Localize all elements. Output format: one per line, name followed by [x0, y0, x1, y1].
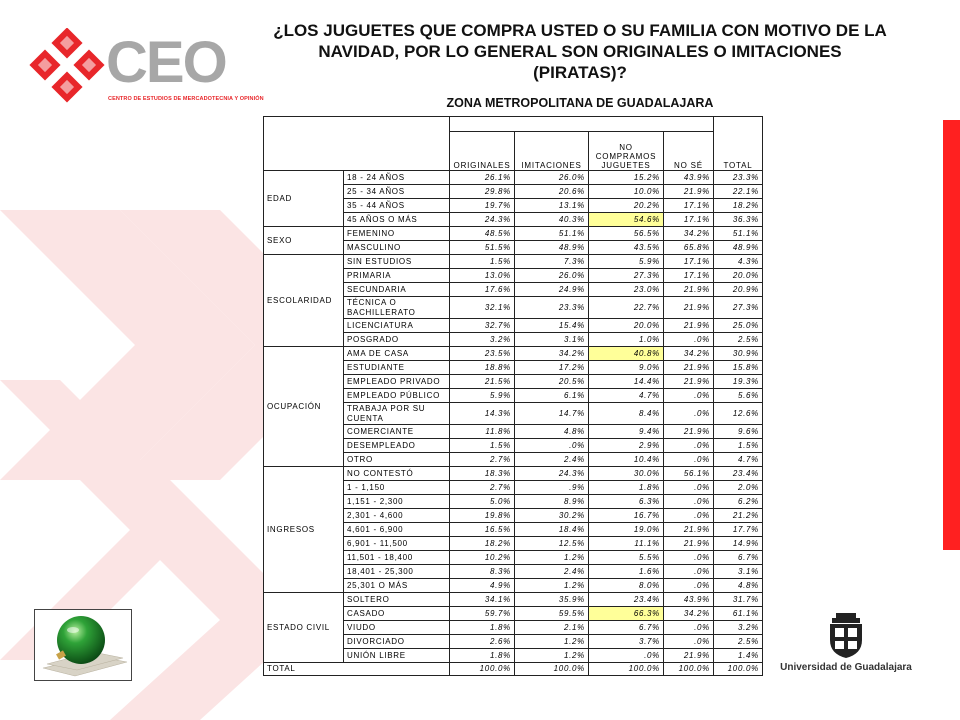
value-cell: 23.4% [714, 467, 763, 481]
row-label: NO CONTESTÓ [344, 467, 450, 481]
value-cell: 30.9% [714, 347, 763, 361]
value-cell: .0% [515, 439, 589, 453]
value-cell: 16.5% [450, 523, 515, 537]
value-cell: .0% [664, 495, 714, 509]
table-row [264, 467, 763, 481]
value-cell: 20.0% [589, 319, 664, 333]
value-cell: 13.0% [450, 269, 515, 283]
value-cell: 34.1% [450, 593, 515, 607]
value-cell: 2.7% [450, 481, 515, 495]
value-cell: 2.0% [714, 481, 763, 495]
value-cell: 48.9% [515, 241, 589, 255]
value-cell: 18.2% [714, 199, 763, 213]
value-cell: 3.2% [450, 333, 515, 347]
value-cell: 4.7% [589, 389, 664, 403]
table-row [264, 347, 763, 361]
ceo-logo-text: CEO [106, 30, 226, 95]
table-row [264, 227, 763, 241]
value-cell: 18.4% [515, 523, 589, 537]
value-cell: 51.5% [450, 241, 515, 255]
value-cell: 26.0% [515, 171, 589, 185]
value-cell: .0% [664, 551, 714, 565]
value-cell: .0% [664, 403, 714, 425]
value-cell: 23.3% [714, 171, 763, 185]
value-cell: 15.2% [589, 171, 664, 185]
value-cell: 14.9% [714, 537, 763, 551]
group-label: ESTADO CIVIL [264, 593, 344, 663]
header-total: TOTAL [714, 117, 763, 171]
ceo-diamond-icon [28, 28, 108, 112]
value-cell: 19.7% [450, 199, 515, 213]
value-cell: 12.6% [714, 403, 763, 425]
group-label: SEXO [264, 227, 344, 255]
value-cell: 2.1% [515, 621, 589, 635]
row-label: 2,301 - 4,600 [344, 509, 450, 523]
value-cell: 5.0% [450, 495, 515, 509]
value-cell: 16.7% [589, 509, 664, 523]
value-cell: 4.9% [450, 579, 515, 593]
value-cell: 10.0% [589, 185, 664, 199]
value-cell: 21.9% [664, 375, 714, 389]
row-label: 1 - 1,150 [344, 481, 450, 495]
value-cell: 1.8% [450, 621, 515, 635]
value-cell: 6.1% [515, 389, 589, 403]
value-cell: 59.5% [515, 607, 589, 621]
value-cell: 21.5% [450, 375, 515, 389]
row-label: EMPLEADO PRIVADO [344, 375, 450, 389]
value-cell: 1.5% [450, 255, 515, 269]
row-label: 18 - 24 AÑOS [344, 171, 450, 185]
university-crest-icon [776, 610, 916, 660]
value-cell: 31.7% [714, 593, 763, 607]
row-label: AMA DE CASA [344, 347, 450, 361]
value-cell: 21.9% [664, 523, 714, 537]
row-label: PRIMARIA [344, 269, 450, 283]
row-label: SIN ESTUDIOS [344, 255, 450, 269]
row-label: 35 - 44 AÑOS [344, 199, 450, 213]
value-cell: 10.4% [589, 453, 664, 467]
value-cell: 11.8% [450, 425, 515, 439]
value-cell: 34.2% [664, 607, 714, 621]
value-cell: .0% [664, 389, 714, 403]
value-cell: 48.5% [450, 227, 515, 241]
value-cell: 2.4% [515, 453, 589, 467]
value-cell: 20.9% [714, 283, 763, 297]
header-group-blank [450, 117, 714, 132]
value-cell: 14.7% [515, 403, 589, 425]
value-cell: 20.5% [515, 375, 589, 389]
header-corner [264, 117, 450, 171]
value-cell: 2.9% [589, 439, 664, 453]
total-row [264, 663, 763, 676]
value-cell: 32.1% [450, 297, 515, 319]
row-label: MASCULINO [344, 241, 450, 255]
row-label: UNIÓN LIBRE [344, 649, 450, 663]
table-row [264, 593, 763, 607]
value-cell: 17.1% [664, 269, 714, 283]
row-label: COMERCIANTE [344, 425, 450, 439]
value-cell: 13.1% [515, 199, 589, 213]
value-cell: 56.5% [589, 227, 664, 241]
value-cell: 5.5% [589, 551, 664, 565]
row-label: LICENCIATURA [344, 319, 450, 333]
value-cell: 34.2% [515, 347, 589, 361]
university-logo [776, 610, 916, 676]
value-cell: 4.8% [515, 425, 589, 439]
value-cell: 1.6% [589, 565, 664, 579]
value-cell: 18.8% [450, 361, 515, 375]
value-cell: 2.6% [450, 635, 515, 649]
survey-table [263, 116, 763, 676]
column-header: NO SÉ [664, 132, 714, 171]
value-cell: 56.1% [664, 467, 714, 481]
value-cell: 51.1% [714, 227, 763, 241]
group-label: ESCOLARIDAD [264, 255, 344, 347]
value-cell: 1.2% [515, 649, 589, 663]
value-cell: 43.5% [589, 241, 664, 255]
value-cell: 14.4% [589, 375, 664, 389]
value-cell: 21.9% [664, 297, 714, 319]
value-cell: 40.3% [515, 213, 589, 227]
row-label: 11,501 - 18,400 [344, 551, 450, 565]
value-cell: 2.5% [714, 635, 763, 649]
page-title: ¿LOS JUGUETES QUE COMPRA USTED O SU FAMILIA CON MOTIVO DE LA NAVIDAD, POR LO GENERAL SON ORIGINALES O IMITACIONES (PIRATAS)? [273, 21, 887, 82]
value-cell: 17.2% [515, 361, 589, 375]
ceo-logo-subtitle: CENTRO DE ESTUDIOS DE MERCADOTECNIA Y OPINIÓN [108, 96, 264, 102]
value-cell: 15.8% [714, 361, 763, 375]
value-cell: 21.9% [664, 185, 714, 199]
value-cell: 15.4% [515, 319, 589, 333]
value-cell: 29.8% [450, 185, 515, 199]
value-cell: 54.6% [589, 213, 664, 227]
value-cell: 2.5% [714, 333, 763, 347]
value-cell: 7.3% [515, 255, 589, 269]
value-cell: 9.4% [589, 425, 664, 439]
value-cell: 40.8% [589, 347, 664, 361]
row-label: TRABAJA POR SU CUENTA [344, 403, 450, 425]
row-label: 6,901 - 11,500 [344, 537, 450, 551]
value-cell: 30.0% [589, 467, 664, 481]
value-cell: 65.8% [664, 241, 714, 255]
value-cell: 5.9% [450, 389, 515, 403]
value-cell: 43.9% [664, 593, 714, 607]
row-label: 25,301 O MÁS [344, 579, 450, 593]
value-cell: 6.3% [589, 495, 664, 509]
total-value-cell: 100.0% [515, 663, 589, 676]
value-cell: 17.7% [714, 523, 763, 537]
value-cell: 8.4% [589, 403, 664, 425]
value-cell: 30.2% [515, 509, 589, 523]
value-cell: 24.3% [450, 213, 515, 227]
value-cell: 3.1% [515, 333, 589, 347]
value-cell: 35.9% [515, 593, 589, 607]
value-cell: 21.2% [714, 509, 763, 523]
value-cell: .0% [664, 453, 714, 467]
value-cell: .0% [664, 439, 714, 453]
value-cell: 10.2% [450, 551, 515, 565]
value-cell: 25.0% [714, 319, 763, 333]
value-cell: 9.0% [589, 361, 664, 375]
value-cell: 6.2% [714, 495, 763, 509]
university-name: Universidad de Guadalajara [780, 662, 912, 673]
group-label: EDAD [264, 171, 344, 227]
value-cell: .0% [589, 649, 664, 663]
header-row-top [264, 117, 763, 132]
row-label: ESTUDIANTE [344, 361, 450, 375]
value-cell: .0% [664, 481, 714, 495]
value-cell: 11.1% [589, 537, 664, 551]
value-cell: 17.1% [664, 213, 714, 227]
value-cell: 3.2% [714, 621, 763, 635]
value-cell: .0% [664, 621, 714, 635]
column-header: ORIGINALES [450, 132, 515, 171]
group-label: INGRESOS [264, 467, 344, 593]
value-cell: 21.9% [664, 361, 714, 375]
value-cell: 26.0% [515, 269, 589, 283]
value-cell: 5.6% [714, 389, 763, 403]
value-cell: .0% [664, 579, 714, 593]
value-cell: 61.1% [714, 607, 763, 621]
value-cell: 22.7% [589, 297, 664, 319]
value-cell: 27.3% [589, 269, 664, 283]
value-cell: 17.1% [664, 255, 714, 269]
ceo-logo [28, 28, 264, 112]
row-label: TÉCNICA O BACHILLERATO [344, 297, 450, 319]
value-cell: 43.9% [664, 171, 714, 185]
row-label: VIUDO [344, 621, 450, 635]
value-cell: 1.8% [589, 481, 664, 495]
value-cell: 23.3% [515, 297, 589, 319]
value-cell: 18.2% [450, 537, 515, 551]
value-cell: 27.3% [714, 297, 763, 319]
value-cell: 8.9% [515, 495, 589, 509]
value-cell: 34.2% [664, 227, 714, 241]
value-cell: .0% [664, 635, 714, 649]
total-value-cell: 100.0% [589, 663, 664, 676]
value-cell: 6.7% [589, 621, 664, 635]
row-label: DESEMPLEADO [344, 439, 450, 453]
value-cell: .0% [664, 565, 714, 579]
value-cell: 3.7% [589, 635, 664, 649]
value-cell: 8.3% [450, 565, 515, 579]
value-cell: 9.6% [714, 425, 763, 439]
row-label: FEMENINO [344, 227, 450, 241]
value-cell: 2.4% [515, 565, 589, 579]
value-cell: 21.9% [664, 649, 714, 663]
value-cell: 3.1% [714, 565, 763, 579]
value-cell: 1.2% [515, 635, 589, 649]
value-cell: 32.7% [450, 319, 515, 333]
ornament-icon [35, 610, 131, 680]
value-cell: 1.2% [515, 579, 589, 593]
group-label: OCUPACIÓN [264, 347, 344, 467]
value-cell: 23.0% [589, 283, 664, 297]
value-cell: 1.2% [515, 551, 589, 565]
table-row [264, 255, 763, 269]
value-cell: 1.4% [714, 649, 763, 663]
row-label: 4,601 - 6,900 [344, 523, 450, 537]
value-cell: 21.9% [664, 283, 714, 297]
value-cell: 1.5% [714, 439, 763, 453]
total-value-cell: 100.0% [664, 663, 714, 676]
value-cell: 14.3% [450, 403, 515, 425]
value-cell: 19.0% [589, 523, 664, 537]
value-cell: .9% [515, 481, 589, 495]
row-label: EMPLEADO PÚBLICO [344, 389, 450, 403]
value-cell: 4.7% [714, 453, 763, 467]
value-cell: .0% [664, 333, 714, 347]
value-cell: 17.1% [664, 199, 714, 213]
value-cell: 1.8% [450, 649, 515, 663]
value-cell: 1.0% [589, 333, 664, 347]
value-cell: 1.5% [450, 439, 515, 453]
page-subtitle: ZONA METROPOLITANA DE GUADALAJARA [446, 96, 714, 110]
value-cell: 22.1% [714, 185, 763, 199]
table-row [264, 171, 763, 185]
value-cell: 20.0% [714, 269, 763, 283]
row-label: OTRO [344, 453, 450, 467]
christmas-ornament-image [34, 609, 132, 681]
column-header: NO COMPRAMOS JUGUETES [589, 132, 664, 171]
value-cell: 5.9% [589, 255, 664, 269]
value-cell: 21.9% [664, 537, 714, 551]
row-label: 25 - 34 AÑOS [344, 185, 450, 199]
row-label: SOLTERO [344, 593, 450, 607]
value-cell: 59.7% [450, 607, 515, 621]
value-cell: 19.3% [714, 375, 763, 389]
value-cell: 48.9% [714, 241, 763, 255]
value-cell: 24.9% [515, 283, 589, 297]
value-cell: 36.3% [714, 213, 763, 227]
row-label: SECUNDARIA [344, 283, 450, 297]
value-cell: 23.5% [450, 347, 515, 361]
value-cell: .0% [664, 509, 714, 523]
value-cell: 18.3% [450, 467, 515, 481]
value-cell: 21.9% [664, 319, 714, 333]
value-cell: 20.6% [515, 185, 589, 199]
value-cell: 12.5% [515, 537, 589, 551]
total-label: TOTAL [264, 663, 450, 676]
accent-bar [943, 120, 960, 550]
value-cell: 66.3% [589, 607, 664, 621]
value-cell: 21.9% [664, 425, 714, 439]
row-label: DIVORCIADO [344, 635, 450, 649]
row-label: 18,401 - 25,300 [344, 565, 450, 579]
total-value-cell: 100.0% [714, 663, 763, 676]
value-cell: 17.6% [450, 283, 515, 297]
total-value-cell: 100.0% [450, 663, 515, 676]
value-cell: 2.7% [450, 453, 515, 467]
column-header: IMITACIONES [515, 132, 589, 171]
row-label: 45 AÑOS O MÁS [344, 213, 450, 227]
value-cell: 4.3% [714, 255, 763, 269]
value-cell: 8.0% [589, 579, 664, 593]
value-cell: 24.3% [515, 467, 589, 481]
row-label: 1,151 - 2,300 [344, 495, 450, 509]
value-cell: 20.2% [589, 199, 664, 213]
value-cell: 4.8% [714, 579, 763, 593]
value-cell: 51.1% [515, 227, 589, 241]
value-cell: 23.4% [589, 593, 664, 607]
row-label: CASADO [344, 607, 450, 621]
value-cell: 19.8% [450, 509, 515, 523]
row-label: POSGRADO [344, 333, 450, 347]
value-cell: 6.7% [714, 551, 763, 565]
value-cell: 34.2% [664, 347, 714, 361]
value-cell: 26.1% [450, 171, 515, 185]
